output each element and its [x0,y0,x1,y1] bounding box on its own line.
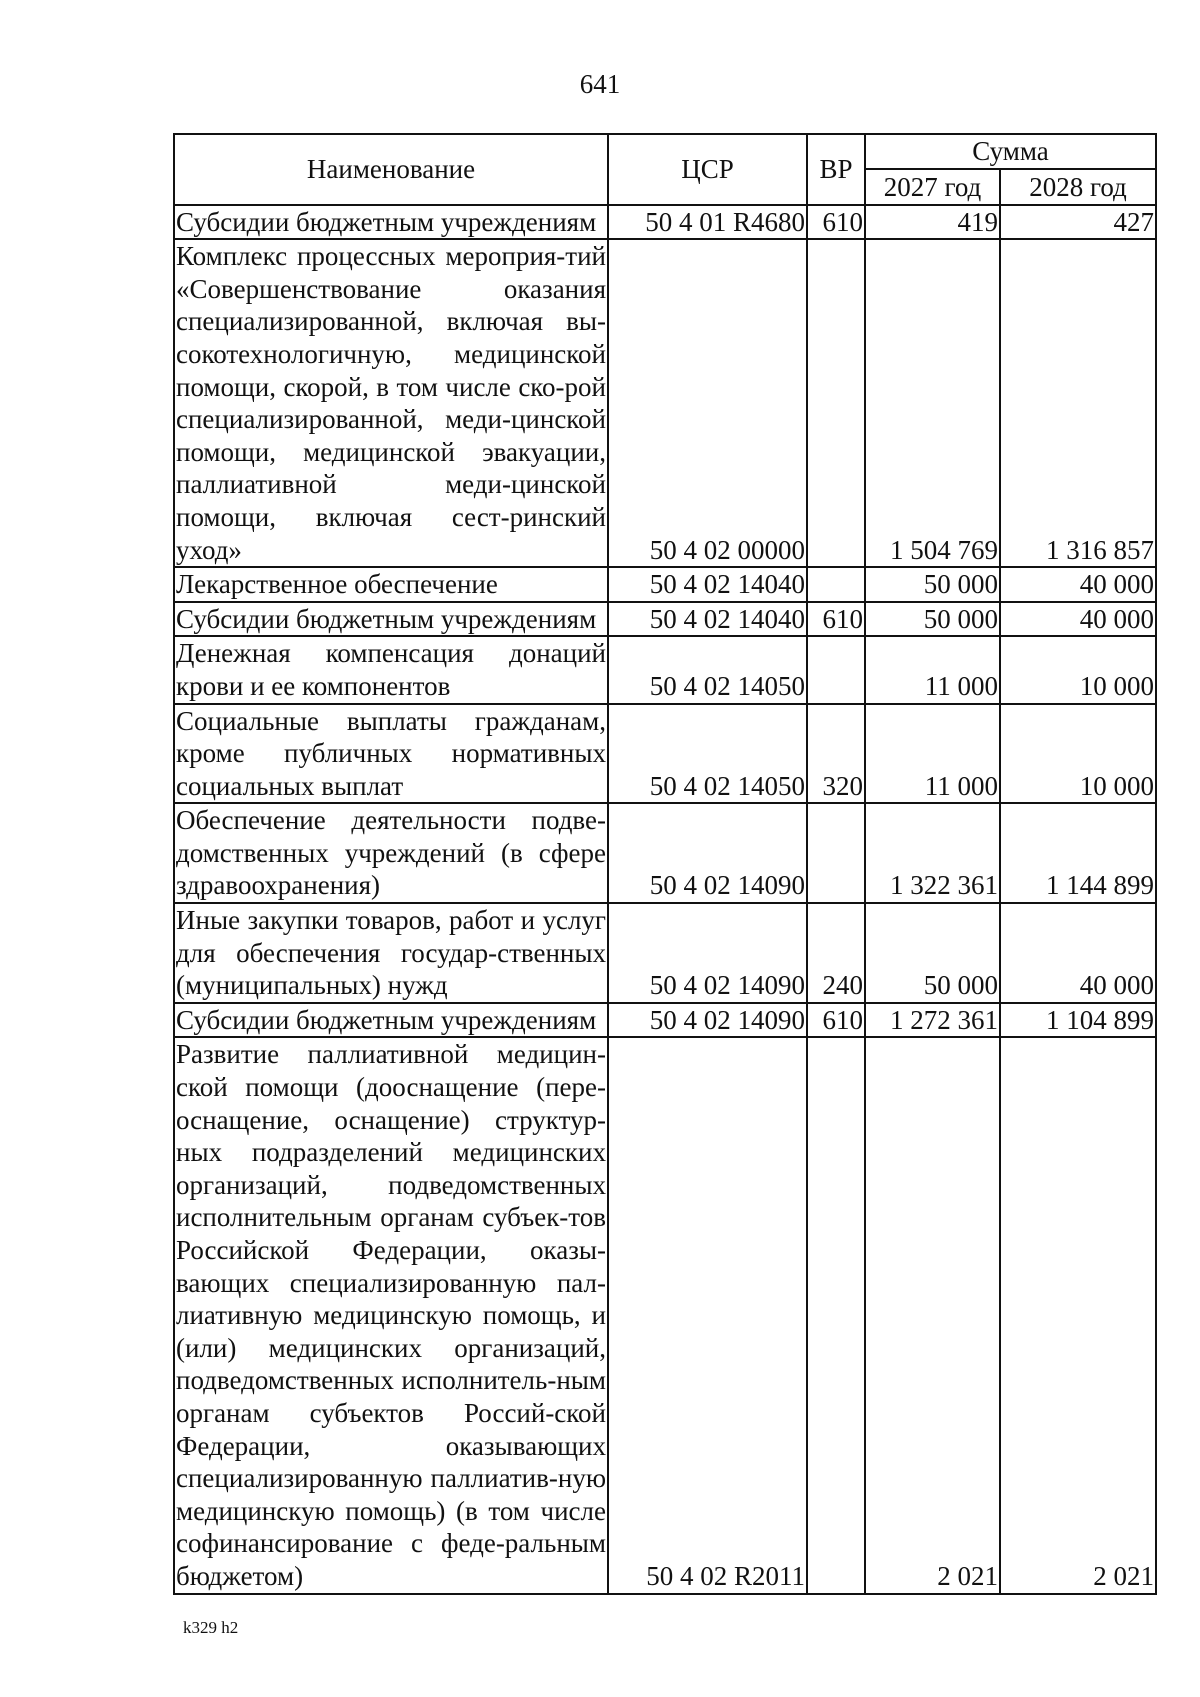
row-vr [807,1037,865,1593]
row-amount-2027: 50 000 [865,567,1000,602]
row-vr: 610 [807,602,865,637]
table-row [174,602,1156,637]
row-amount-2028: 40 000 [1000,567,1156,602]
header-sum: Сумма [865,134,1156,169]
document-code: k329 h2 [183,1618,239,1637]
table-row [174,1037,1156,1593]
table-row [174,636,1156,703]
row-csr: 50 4 02 14050 [608,636,807,703]
row-amount-2028: 427 [1000,205,1156,240]
row-name: Субсидии бюджетным учреждениям [174,1003,608,1038]
row-vr: 610 [807,1003,865,1038]
row-csr: 50 4 01 R4680 [608,205,807,240]
row-name: Иные закупки товаров, работ и услуг для обеспечения государ-ственных (муниципальных) нужд [174,903,608,1003]
row-name: Денежная компенсация донаций крови и ее компонентов [174,636,608,703]
row-amount-2027: 11 000 [865,704,1000,804]
table-row [174,567,1156,602]
row-amount-2028: 10 000 [1000,704,1156,804]
row-csr: 50 4 02 14040 [608,567,807,602]
row-name: Обеспечение деятельности подве-домственных учреждений (в сфере здравоохранения) [174,803,608,903]
row-csr: 50 4 02 14090 [608,803,807,903]
row-amount-2028: 40 000 [1000,602,1156,637]
row-amount-2028: 2 021 [1000,1037,1156,1593]
row-amount-2028: 1 144 899 [1000,803,1156,903]
table-row [174,704,1156,804]
table-row [174,903,1156,1003]
row-amount-2027: 50 000 [865,602,1000,637]
row-csr: 50 4 02 14040 [608,602,807,637]
row-vr: 610 [807,205,865,240]
table-row [174,1003,1156,1038]
header-row [174,134,1156,169]
row-vr: 320 [807,704,865,804]
header-year-2028: 2028 год [1000,169,1156,205]
page-number: 641 [579,69,621,99]
row-csr: 50 4 02 R2011 [608,1037,807,1593]
table-row [174,205,1156,240]
row-amount-2027: 1 272 361 [865,1003,1000,1038]
header-csr: ЦСР [608,134,807,205]
row-vr [807,567,865,602]
row-csr: 50 4 02 14050 [608,704,807,804]
row-amount-2027: 50 000 [865,903,1000,1003]
row-vr [807,239,865,567]
header-vr: ВР [807,134,865,205]
header-name: Наименование [174,134,608,205]
row-vr: 240 [807,903,865,1003]
row-vr [807,636,865,703]
row-amount-2027: 1 504 769 [865,239,1000,567]
row-vr [807,803,865,903]
row-csr: 50 4 02 00000 [608,239,807,567]
row-name: Социальные выплаты гражданам, кроме публичных нормативных социальных выплат [174,704,608,804]
row-name: Субсидии бюджетным учреждениям [174,602,608,637]
row-name: Лекарственное обеспечение [174,567,608,602]
row-amount-2028: 1 316 857 [1000,239,1156,567]
row-name: Развитие паллиативной медицин-ской помощи (дооснащение (пере-оснащение, оснащение) структур-ных подразделений медицинских организаций, подведомственных исполнительным органам субъек-тов Российской Федерации, оказы-вающих специализированную пал-лиативную медицинскую помощь, и (или) медицинских организаций, подведомственных исполнитель-ным органам субъектов Россий-ской Федерации, оказывающих специализированную паллиатив-ную медицинскую помощь) (в том числе софинансирование с феде-ральным бюджетом) [174,1037,608,1593]
row-amount-2027: 419 [865,205,1000,240]
row-amount-2028: 1 104 899 [1000,1003,1156,1038]
row-csr: 50 4 02 14090 [608,1003,807,1038]
row-amount-2027: 11 000 [865,636,1000,703]
row-name: Субсидии бюджетным учреждениям [174,205,608,240]
row-csr: 50 4 02 14090 [608,903,807,1003]
row-amount-2027: 2 021 [865,1037,1000,1593]
row-amount-2028: 10 000 [1000,636,1156,703]
row-name: Комплекс процессных мероприя-тий «Совершенствование оказания специализированной, включая вы-сокотехнологичную, медицинской помощи, скорой, в том числе ско-рой специализированной, меди-цинской помощи, медицинской эвакуации, паллиативной меди-цинской помощи, включая сест-ринский уход» [174,239,608,567]
budget-table [173,133,1157,1595]
table-row [174,803,1156,903]
row-amount-2027: 1 322 361 [865,803,1000,903]
row-amount-2028: 40 000 [1000,903,1156,1003]
header-year-2027: 2027 год [865,169,1000,205]
table-row [174,239,1156,567]
